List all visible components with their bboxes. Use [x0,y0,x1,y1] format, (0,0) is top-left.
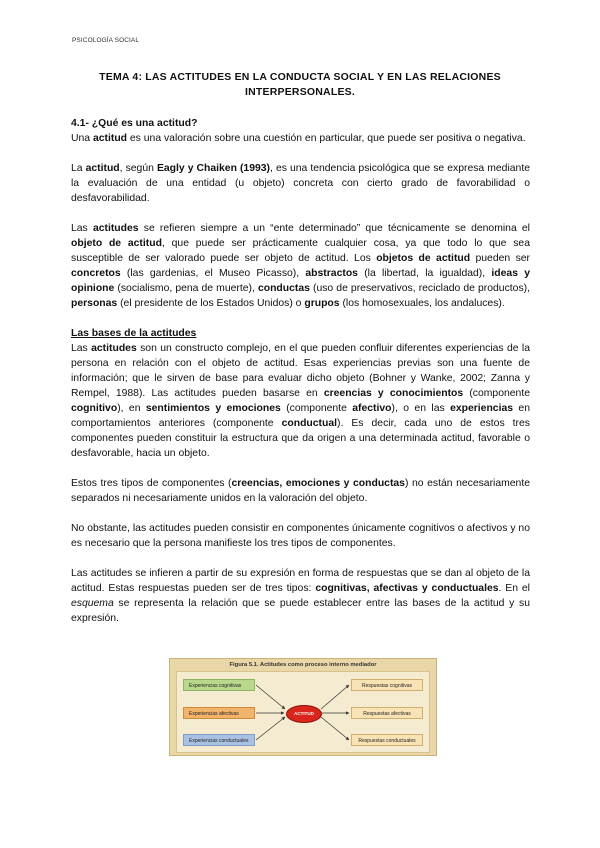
text: (la libertad, la igualdad), [357,268,492,279]
text: , que puede ser prácticamente cualquier cosa, ya que todo lo que sea susceptible de ser valorado puede ser objeto de actitud. Los [71,238,530,264]
text: . En el [498,583,530,594]
text: ) no están necesariamente separados ni necesariamente unidos en la valoración del objeto. [71,478,531,504]
text: Las [71,223,93,234]
title-line-2: INTERPERSONALES. [245,86,355,98]
text: (componente [280,403,353,414]
paragraph-definition [71,131,530,146]
bold-term: creencias y conocimientos [323,388,464,399]
box-respuestas-cognitivas: Respuestas cognitivas [351,679,423,691]
box-respuestas-conductuales: Respuestas conductuales [351,734,423,746]
actitud-node: ACTITUD [286,705,322,723]
bold-term: personas [71,298,118,309]
text: No obstante, las actitudes pueden consistir en componentes únicamente cognitivos o afectivos y no es necesario que la persona manifieste los tres tipos de componentes. [71,523,530,549]
arrow-conductual-in [256,717,285,740]
figure-frame [176,671,430,753]
running-header: PSICOLOGÍA SOCIAL [72,37,140,44]
figure-title: Figura 5.1. Actitudes como proceso interno mediador [229,662,377,668]
bold-term: experiencias [450,403,514,414]
text: es una valoración sobre una cuestión en particular, que puede ser positiva o negativa. [127,133,526,144]
document-title [70,70,530,100]
document-body [71,116,530,641]
text: en comportamientos anteriores (componente [71,403,530,429]
text: (las gardenias, el Museo Picasso), [120,268,306,279]
section-heading: 4.1- ¿Qué es una actitud? [71,118,198,129]
bold-term: actitud [85,163,120,174]
box-experiencias-cognitivas: Experiencias cognitivas [183,679,255,691]
text: Las actitudes se infieren a partir de su expresión en forma de respuestas que se dan al objeto de la actitud. Estas respuestas pueden ser de tres tipos: [71,568,530,594]
arrow-cognitive-out [321,685,349,709]
bold-term: actitud [92,133,128,144]
bold-term: Eagly y Chaiken (1993) [156,163,271,174]
text: ). Es decir, cada uno de estos tres componentes pueden constituir la estructura que da origen a una determinada actitud, favorable o desfavorable, hacia un objeto. [71,418,530,459]
box-respuestas-afectivas: Respuestas afectivas [351,707,423,719]
arrow-conductual-out [321,717,349,740]
paragraph-inferencia [71,566,530,626]
bold-term: grupos [304,298,340,309]
bases-heading: Las bases de la actitudes [71,328,197,339]
paragraph-no-obstante [71,521,530,551]
bold-term: abstractos [305,268,358,279]
bold-term: actitudes [92,223,139,234]
bold-term: objeto de actitud [71,238,162,249]
italic-term: esquema [71,598,114,609]
bold-term: sentimientos y emociones [145,403,281,414]
text: pueden ser [470,253,530,264]
bold-term: ideas y opinione [71,268,530,294]
paragraph-objeto-actitud [71,221,530,311]
text: (los homosexuales, los andaluces). [339,298,505,309]
text: (uso de preservativos, reciclado de productos), [309,283,530,294]
arrow-cognitive-in [256,685,285,709]
text: (componente [463,388,530,399]
bold-term: cognitivo [71,403,118,414]
text: (socialismo, pena de muerte), [114,283,258,294]
paragraph-bases [71,341,530,461]
text: Estos tres tipos de componentes ( [71,478,232,489]
text: , es una tendencia psicológica que se expresa mediante la evaluación de una entidad (u objeto) concreta con cierto grado de favorabilidad o desfavorabilidad. [71,163,530,204]
text: son un constructo complejo, en el que pueden confluir diferentes experiencias de la persona en relación con el objeto de actitud. Esas experiencias previas son una fuente de información; que le sirven de base para evaluar dicho objeto (Bohner y Wanke, 2002; Zanna y Rempel, 1988). Las actitudes pueden basarse en [71,343,530,399]
box-experiencias-afectivas: Experiencias afectivas [183,707,255,719]
text: se representa la relación que se puede establecer entre las bases de la actitud y su expresión. [71,598,530,624]
text: , según [119,163,157,174]
bold-term: conductas [257,283,310,294]
title-line-1: TEMA 4: LAS ACTITUDES EN LA CONDUCTA SOCIAL Y EN LAS RELACIONES [99,71,501,83]
text: ), o en las [391,403,451,414]
text: se refieren siempre a un “ente determinado” que técnicamente se denomina el [138,223,530,234]
bold-term: objetos de actitud [376,253,471,264]
bold-term: cognitivas, afectivas y conductuales [315,583,499,594]
paragraph-components [71,476,530,506]
bold-term: actitudes [91,343,137,354]
paragraph-eagly-chaiken [71,161,530,206]
text: (el presidente de los Estados Unidos) o [117,298,305,309]
bold-term: creencias, emociones y conductas [231,478,405,489]
attitude-diagram-figure [169,658,437,756]
text: La [71,163,86,174]
bold-term: afectivo [352,403,392,414]
text: Las [71,343,92,354]
box-experiencias-conductuales: Experiencias conductuales [183,734,255,746]
text: Una [71,133,93,144]
bold-term: conductual [281,418,338,429]
bold-term: concretos [71,268,121,279]
text: ), en [117,403,146,414]
